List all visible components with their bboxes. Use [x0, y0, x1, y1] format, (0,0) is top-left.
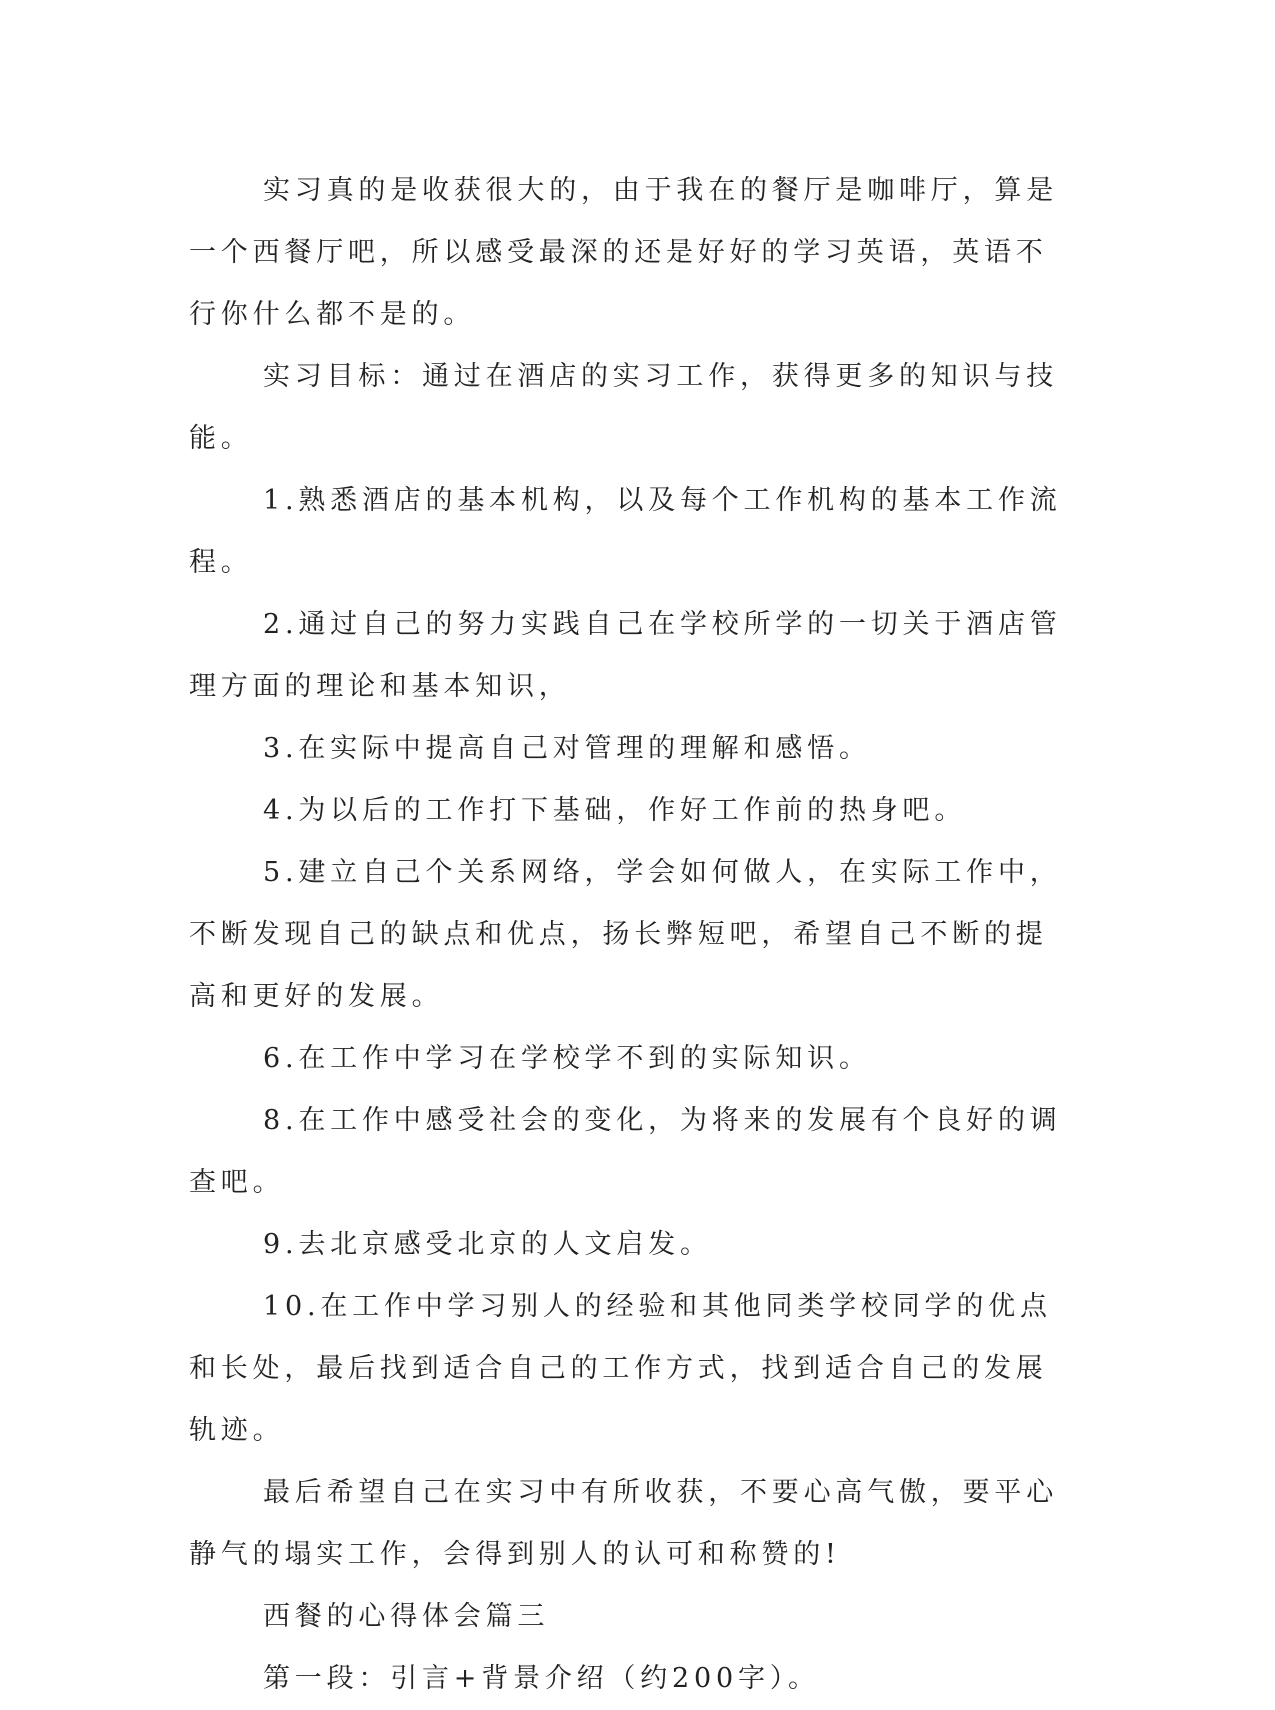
list-item-4: 4.为以后的工作打下基础，作好工作前的热身吧。 — [263, 795, 967, 826]
paragraph-internship-goal: 实习目标：通过在酒店的实习工作，获得更多的知识与技能。 — [189, 361, 1058, 454]
section-heading: 西餐的心得体会篇三 — [263, 1601, 550, 1632]
list-item-1: 1.熟悉酒店的基本机构，以及每个工作机构的基本工作流程。 — [189, 485, 1062, 578]
list-item-3: 3.在实际中提高自己对管理的理解和感悟。 — [263, 733, 871, 764]
paragraph-closing-hope: 最后希望自己在实习中有所收获，不要心高气傲，要平心静气的塌实工作，会得到别人的认可和称赞的! — [189, 1477, 1058, 1570]
section-intro: 第一段：引言+背景介绍（约200字）。 — [263, 1663, 820, 1694]
document-body — [189, 160, 1079, 1710]
list-item-9: 9.去北京感受北京的人文启发。 — [263, 1229, 712, 1260]
list-item-10: 10.在工作中学习别人的经验和其他同类学校同学的优点和长处，最后找到适合自己的工作方式，找到适合自己的发展轨迹。 — [189, 1291, 1052, 1446]
list-item-6: 6.在工作中学习在学校学不到的实际知识。 — [263, 1043, 871, 1074]
list-item-5: 5.建立自己个关系网络，学会如何做人，在实际工作中，不断发现自己的缺点和优点，扬长弊短吧，希望自己不断的提高和更好的发展。 — [189, 857, 1062, 1012]
paragraph-internship-reflection: 实习真的是收获很大的，由于我在的餐厅是咖啡厅，算是一个西餐厅吧，所以感受最深的还是好好的学习英语，英语不行你什么都不是的。 — [189, 175, 1058, 330]
list-item-2: 2.通过自己的努力实践自己在学校所学的一切关于酒店管理方面的理论和基本知识， — [189, 609, 1062, 702]
list-item-8: 8.在工作中感受社会的变化，为将来的发展有个良好的调查吧。 — [189, 1105, 1062, 1198]
